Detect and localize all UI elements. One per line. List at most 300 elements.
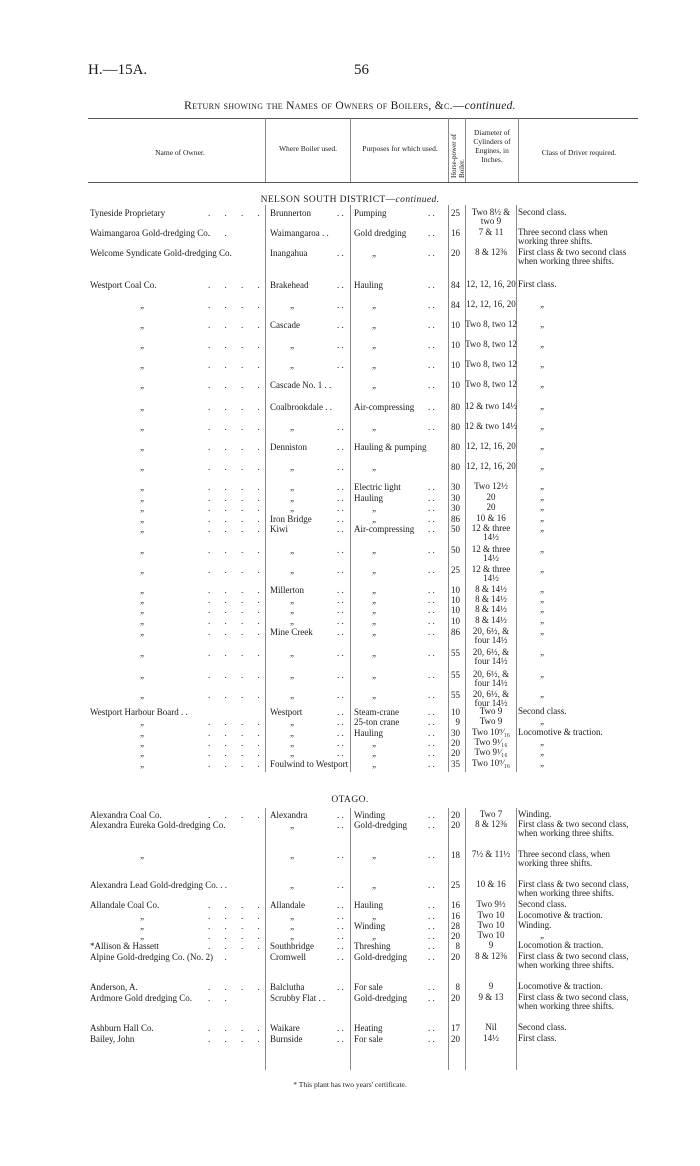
diameter-cell: 14½ <box>483 1033 499 1043</box>
horse-power-cell: 10 <box>451 595 460 605</box>
diameter-cell: 8 & 14½ <box>475 615 507 625</box>
driver-class-cell: First class & two second class, when working three shifts. <box>518 992 629 1011</box>
leader-dots: . . . . <box>208 300 266 310</box>
leader-dots: . . <box>428 565 435 575</box>
leader-dots: . . . . <box>208 545 266 555</box>
diameter-cell: 12 & two 14½ <box>465 421 518 431</box>
page-title <box>0 100 700 112</box>
leader-dots: . . <box>428 300 435 310</box>
diameter-cell: Two 8½ & two 9 <box>471 207 511 226</box>
owner-cell: „ <box>140 524 146 534</box>
owner-cell: Welcome Syndicate Gold-dredging Co. <box>90 248 232 258</box>
leader-dots: . . . . <box>208 320 266 330</box>
purpose-cell: „ <box>372 380 378 390</box>
horse-power-cell: 10 <box>451 605 460 615</box>
leader-dots: . . <box>428 952 435 962</box>
place-cell: Waikare <box>270 1023 300 1033</box>
diameter-cell: 9 <box>488 981 494 991</box>
table-head-rule <box>88 182 638 183</box>
purpose-cell: Pumping <box>354 208 387 218</box>
leader-dots: . . <box>428 380 435 390</box>
owner-cell: Ardmore Gold dredging Co. <box>90 993 192 1003</box>
place-cell: „ <box>290 911 296 921</box>
place-cell: Kiwi <box>270 524 288 534</box>
leader-dots: . . <box>428 208 435 218</box>
owner-cell: „ <box>140 320 146 330</box>
leader-dots: . . <box>428 738 435 748</box>
place-cell: „ <box>290 545 296 555</box>
owner-cell: „ <box>140 380 146 390</box>
leader-dots: . . . . <box>208 728 266 738</box>
place-cell: Coalbrookdale . . <box>270 402 332 412</box>
leader-dots: . . <box>428 1023 435 1033</box>
leader-dots: . . <box>428 280 435 290</box>
purpose-cell: 25-ton crane <box>354 717 400 727</box>
leader-dots: . . . . <box>208 921 266 931</box>
horse-power-cell: 10 <box>451 616 460 626</box>
leader-dots: . . . . <box>208 941 266 951</box>
leader-dots: . . <box>337 320 344 330</box>
diameter-cell: Two 9½ <box>476 899 506 909</box>
driver-class-cell: „ <box>540 737 546 747</box>
place-cell: Iron Bridge <box>270 514 312 524</box>
place-cell: „ <box>290 748 296 758</box>
leader-dots: . . <box>428 728 435 738</box>
diameter-cell: 12 & three 14½ <box>471 544 511 563</box>
owner-cell: „ <box>140 503 146 513</box>
place-cell: „ <box>290 616 296 626</box>
horse-power-cell: 25 <box>451 880 460 890</box>
leader-dots: . . . . <box>208 648 266 658</box>
horse-power-cell: 80 <box>451 462 460 472</box>
owner-cell: „ <box>140 462 146 472</box>
driver-class-cell: Second class. <box>518 899 567 909</box>
purpose-cell: „ <box>372 462 378 472</box>
horse-power-cell: 80 <box>451 402 460 412</box>
diameter-cell: 8 & 14½ <box>475 594 507 604</box>
place-cell: „ <box>290 462 296 472</box>
diameter-cell: 20, 6½, & four 14½ <box>472 689 510 708</box>
diameter-cell: 8 & 12⅜ <box>475 247 507 257</box>
horse-power-cell: 20 <box>451 820 460 830</box>
col-divider <box>350 205 351 772</box>
horse-power-cell: 10 <box>451 707 460 717</box>
leader-dots: . . <box>337 545 344 555</box>
leader-dots: . . <box>428 648 435 658</box>
owner-cell: „ <box>140 402 146 412</box>
leader-dots: . . <box>208 952 233 962</box>
place-cell: „ <box>290 931 296 941</box>
leader-dots: . . <box>337 670 344 680</box>
owner-cell: „ <box>140 340 146 350</box>
place-cell: Brakehead <box>270 280 309 290</box>
leader-dots: . . <box>337 524 344 534</box>
leader-dots: . . . . <box>208 717 266 727</box>
purpose-cell: „ <box>372 565 378 575</box>
leader-dots: . . <box>337 911 344 921</box>
owner-cell: „ <box>140 921 146 931</box>
leader-dots: . . . . <box>208 503 266 513</box>
leader-dots: . . . . <box>208 280 266 290</box>
place-cell: Cascade <box>270 320 300 330</box>
leader-dots: . . <box>337 707 344 717</box>
purpose-cell: Air-compressing <box>354 524 415 534</box>
page-number: 56 <box>354 62 369 78</box>
leader-dots: . . . . <box>208 493 266 503</box>
place-cell: „ <box>290 360 296 370</box>
driver-class-cell: First class & two second class, when working three shifts. <box>518 819 629 838</box>
leader-dots: . . <box>337 482 344 492</box>
place-cell: Mine Creek <box>270 627 313 637</box>
horse-power-cell: 16 <box>451 228 460 238</box>
leader-dots: . . <box>428 690 435 700</box>
leader-dots: . . . . <box>208 1034 266 1044</box>
horse-power-cell: 86 <box>451 627 460 637</box>
driver-class-cell: Locomotion & traction. <box>518 940 604 950</box>
owner-cell: Tyneside Proprietary <box>90 208 166 218</box>
leader-dots: . . <box>428 228 435 238</box>
driver-class-cell: „ <box>540 441 546 451</box>
diameter-cell: 12, 12, 16, 20 <box>466 441 516 451</box>
leader-dots: . . <box>337 503 344 513</box>
place-cell: „ <box>290 340 296 350</box>
leader-dots: . . <box>428 320 435 330</box>
leader-dots: . . <box>428 982 435 992</box>
diameter-cell: 10 & 16 <box>476 513 506 523</box>
diameter-cell: Two 9¹⁄₁₆ <box>474 747 508 757</box>
diameter-cell: Two 12½ <box>474 481 508 491</box>
horse-power-cell: 80 <box>451 442 460 452</box>
leader-dots: . . <box>428 616 435 626</box>
leader-dots: . . <box>337 605 344 615</box>
place-cell: „ <box>290 300 296 310</box>
leader-dots: . . <box>428 248 435 258</box>
owner-cell: Allandale Coal Co. <box>90 900 160 910</box>
purpose-cell: Hauling <box>354 493 383 503</box>
purpose-cell: Winding <box>354 810 386 820</box>
leader-dots: . . . . <box>208 1023 266 1033</box>
leader-dots: . . <box>428 514 435 524</box>
leader-dots: . . . . <box>208 690 266 700</box>
purpose-cell: „ <box>372 422 378 432</box>
purpose-cell: Winding <box>354 921 386 931</box>
purpose-cell: Gold-dredging <box>354 820 407 830</box>
horse-power-cell: 20 <box>451 952 460 962</box>
driver-class-cell: First class & two second class, when working three shifts. <box>518 879 629 898</box>
driver-class-cell: „ <box>540 716 546 726</box>
leader-dots: . . <box>337 921 344 931</box>
driver-class-cell: „ <box>540 421 546 431</box>
diameter-cell: Two 10⁹⁄₁₆ <box>471 758 511 768</box>
diameter-cell: 20 <box>486 502 496 512</box>
horse-power-cell: 55 <box>451 670 460 680</box>
leader-dots: . . <box>337 931 344 941</box>
driver-class-cell: „ <box>540 339 546 349</box>
place-cell: Westport <box>270 707 303 717</box>
leader-dots: . . <box>428 941 435 951</box>
horse-power-cell: 35 <box>451 759 460 769</box>
purpose-cell: „ <box>372 880 378 890</box>
leader-dots: . . <box>428 993 435 1003</box>
leader-dots: . . . . <box>208 759 266 769</box>
owner-cell: „ <box>140 482 146 492</box>
leader-dots: . . . . <box>208 616 266 626</box>
owner-cell: „ <box>140 422 146 432</box>
leader-dots: . . . . <box>208 565 266 575</box>
leader-dots: . . <box>428 707 435 717</box>
leader-dots: . . <box>337 300 344 310</box>
leader-dots: . . <box>337 850 344 860</box>
owner-cell: Ashburn Hall Co. <box>90 1023 154 1033</box>
diameter-cell: Two 10⁹⁄₁₆ <box>471 727 511 737</box>
driver-class-cell: „ <box>540 747 546 757</box>
driver-class-cell: „ <box>540 615 546 625</box>
horse-power-cell: 20 <box>451 748 460 758</box>
col-header-purpose: Purposes for which used. <box>362 144 438 153</box>
leader-dots: . . . . <box>208 514 266 524</box>
leader-dots: . . . . <box>208 380 266 390</box>
driver-class-cell: „ <box>540 492 546 502</box>
horse-power-cell: 84 <box>451 280 460 290</box>
owner-cell: Anderson, A. <box>90 982 138 992</box>
leader-dots: . . <box>428 880 435 890</box>
diameter-cell: 9 <box>488 940 494 950</box>
leader-dots: . . <box>428 931 435 941</box>
owner-cell: Westport Coal Co. <box>90 280 157 290</box>
horse-power-cell: 16 <box>451 900 460 910</box>
place-cell: „ <box>290 422 296 432</box>
purpose-cell: „ <box>372 627 378 637</box>
driver-class-cell: „ <box>540 689 546 699</box>
owner-cell: Alpine Gold-dredging Co. (No. 2) <box>90 952 213 962</box>
diameter-cell: 8 & 14½ <box>475 604 507 614</box>
driver-class-cell: „ <box>540 401 546 411</box>
diameter-cell: 8 & 14½ <box>475 584 507 594</box>
driver-class-cell: Second class. <box>518 706 567 716</box>
horse-power-cell: 30 <box>451 503 460 513</box>
place-cell: „ <box>290 717 296 727</box>
purpose-cell: Air-compressing <box>354 402 415 412</box>
diameter-cell: Two 8, two 12 <box>465 339 517 349</box>
purpose-cell: „ <box>372 340 378 350</box>
driver-class-cell: „ <box>540 359 546 369</box>
leader-dots: . . . . <box>208 810 266 820</box>
horse-power-cell: 10 <box>451 320 460 330</box>
driver-class-cell: „ <box>540 299 546 309</box>
horse-power-cell: 20 <box>451 993 460 1003</box>
leader-dots: . . . . <box>208 982 266 992</box>
col-divider <box>448 118 449 182</box>
owner-cell: „ <box>140 911 146 921</box>
horse-power-cell: 20 <box>451 248 460 258</box>
purpose-cell: Hauling <box>354 728 383 738</box>
leader-dots: . . <box>337 810 344 820</box>
purpose-cell: Steam-crane <box>354 707 399 717</box>
driver-class-cell: „ <box>540 523 546 533</box>
purpose-cell: Electric light <box>354 482 401 492</box>
leader-dots: . . . . <box>208 482 266 492</box>
place-cell: Denniston <box>270 442 307 452</box>
leader-dots: . . <box>428 670 435 680</box>
owner-cell: „ <box>140 605 146 615</box>
leader-dots: . . <box>428 605 435 615</box>
horse-power-cell: 10 <box>451 340 460 350</box>
driver-class-cell: First class & two second class, when working three shifts. <box>518 951 629 970</box>
leader-dots: . . <box>337 900 344 910</box>
leader-dots: . . <box>337 493 344 503</box>
col-header-hp: Horse-power of Boiler. <box>450 133 466 178</box>
leader-dots: . . <box>337 717 344 727</box>
purpose-cell: „ <box>372 931 378 941</box>
leader-dots: . . . . <box>208 360 266 370</box>
place-cell: Inangahua <box>270 248 308 258</box>
horse-power-cell: 18 <box>451 850 460 860</box>
owner-cell: Bailey, John <box>90 1034 135 1044</box>
leader-dots: . . <box>428 422 435 432</box>
place-cell: „ <box>290 738 296 748</box>
place-cell: Scrubby Flat . . <box>270 993 326 1003</box>
owner-cell: „ <box>140 616 146 626</box>
leader-dots: . . . . <box>208 524 266 534</box>
purpose-cell: Hauling <box>354 900 383 910</box>
col-divider <box>350 808 351 1070</box>
purpose-cell: „ <box>372 320 378 330</box>
owner-cell: „ <box>140 648 146 658</box>
diameter-cell: 7 & 11 <box>478 227 504 237</box>
driver-class-cell: „ <box>540 669 546 679</box>
leader-dots: . . <box>428 820 435 830</box>
driver-class-cell: Three second class when working three shifts. <box>518 227 608 246</box>
driver-class-cell: „ <box>540 564 546 574</box>
purpose-cell: „ <box>372 911 378 921</box>
place-cell: „ <box>290 820 296 830</box>
driver-class-cell: „ <box>540 604 546 614</box>
driver-class-cell: „ <box>540 584 546 594</box>
diameter-cell: 8 & 12⅜ <box>475 819 507 829</box>
driver-class-cell: Locomotive & traction. <box>518 727 603 737</box>
footnote: * This plant has two years' certificate. <box>293 1080 407 1089</box>
leader-dots: . . <box>337 941 344 951</box>
leader-dots: . . <box>337 442 344 452</box>
owner-cell: „ <box>140 442 146 452</box>
purpose-cell: Gold dredging <box>354 228 407 238</box>
horse-power-cell: 50 <box>451 545 460 555</box>
driver-class-cell: Three second class, when working three shifts. <box>518 849 610 868</box>
place-cell: „ <box>290 728 296 738</box>
purpose-cell: „ <box>372 690 378 700</box>
col-header-diameter: Diameter of Cylinders of Engines, in Inches. <box>473 128 511 164</box>
owner-cell: „ <box>140 514 146 524</box>
owner-cell: „ <box>140 545 146 555</box>
section-heading-otago: OTAGO. <box>331 795 369 805</box>
leader-dots: . . . . <box>208 748 266 758</box>
purpose-cell: For sale <box>354 1034 383 1044</box>
leader-dots: . . <box>337 728 344 738</box>
purpose-cell: „ <box>372 759 378 769</box>
diameter-cell: 20, 6½, & four 14½ <box>472 626 510 645</box>
diameter-cell: Two 8, two 12 <box>465 359 517 369</box>
owner-cell: Westport Harbour Board . . <box>90 707 188 717</box>
diameter-cell: 20, 6½, & four 14½ <box>472 669 510 688</box>
place-cell: Balclutha <box>270 982 305 992</box>
driver-class-cell: Second class. <box>518 1022 567 1032</box>
driver-class-cell: „ <box>540 502 546 512</box>
owner-cell: „ <box>140 759 146 769</box>
horse-power-cell: 20 <box>451 1034 460 1044</box>
leader-dots: . . . . <box>208 585 266 595</box>
purpose-cell: Hauling <box>354 280 383 290</box>
diameter-cell: 12, 12, 16, 20 <box>466 279 516 289</box>
horse-power-cell: 84 <box>451 300 460 310</box>
owner-cell: „ <box>140 931 146 941</box>
col-divider <box>265 118 266 182</box>
owner-cell: Alexandra Lead Gold-dredging Co. . . <box>90 880 227 890</box>
leader-dots: . . <box>428 402 435 412</box>
section-nelson-continued: continued. <box>395 195 440 205</box>
leader-dots: . . <box>337 982 344 992</box>
horse-power-cell: 28 <box>451 921 460 931</box>
horse-power-cell: 86 <box>451 514 460 524</box>
horse-power-cell: 9 <box>455 717 460 727</box>
diameter-cell: 20 <box>486 492 496 502</box>
place-cell: „ <box>290 493 296 503</box>
diameter-cell: Two 8, two 12 <box>465 319 517 329</box>
leader-dots: . . <box>428 627 435 637</box>
purpose-cell: „ <box>372 616 378 626</box>
horse-power-cell: 30 <box>451 728 460 738</box>
driver-class-cell: Locomotive & traction. <box>518 981 603 991</box>
leader-dots: . . <box>337 748 344 758</box>
driver-class-cell: „ <box>540 647 546 657</box>
col-header-place: Where Boiler used. <box>278 144 338 153</box>
table-top-rule <box>88 118 638 119</box>
purpose-cell: „ <box>372 595 378 605</box>
place-cell: „ <box>290 482 296 492</box>
owner-cell: „ <box>140 595 146 605</box>
section-heading-nelson <box>0 195 700 205</box>
driver-class-cell: „ <box>540 594 546 604</box>
horse-power-cell: 16 <box>451 911 460 921</box>
horse-power-cell: 20 <box>451 931 460 941</box>
driver-class-cell: First class. <box>518 279 557 289</box>
owner-cell: „ <box>140 717 146 727</box>
purpose-cell: „ <box>372 585 378 595</box>
purpose-cell: „ <box>372 748 378 758</box>
purpose-cell: „ <box>372 514 378 524</box>
diameter-cell: Nil <box>485 1022 497 1032</box>
leader-dots: . . <box>337 280 344 290</box>
leader-dots: . . <box>428 921 435 931</box>
purpose-cell: „ <box>372 300 378 310</box>
driver-class-cell: „ <box>540 758 546 768</box>
purpose-cell: „ <box>372 648 378 658</box>
horse-power-cell: 80 <box>451 422 460 432</box>
horse-power-cell: 30 <box>451 493 460 503</box>
leader-dots: . . . . <box>208 422 266 432</box>
place-cell: „ <box>290 648 296 658</box>
diameter-cell: Two 9 <box>479 706 503 716</box>
owner-cell: „ <box>140 300 146 310</box>
horse-power-cell: 25 <box>451 565 460 575</box>
leader-dots: . . <box>428 545 435 555</box>
owner-cell: „ <box>140 690 146 700</box>
purpose-cell: Hauling & pumping <box>354 442 427 452</box>
place-cell: „ <box>290 670 296 680</box>
leader-dots: . . <box>428 524 435 534</box>
driver-class-cell: „ <box>540 379 546 389</box>
diameter-cell: 20, 6½, & four 14½ <box>472 647 510 666</box>
purpose-cell: „ <box>372 670 378 680</box>
